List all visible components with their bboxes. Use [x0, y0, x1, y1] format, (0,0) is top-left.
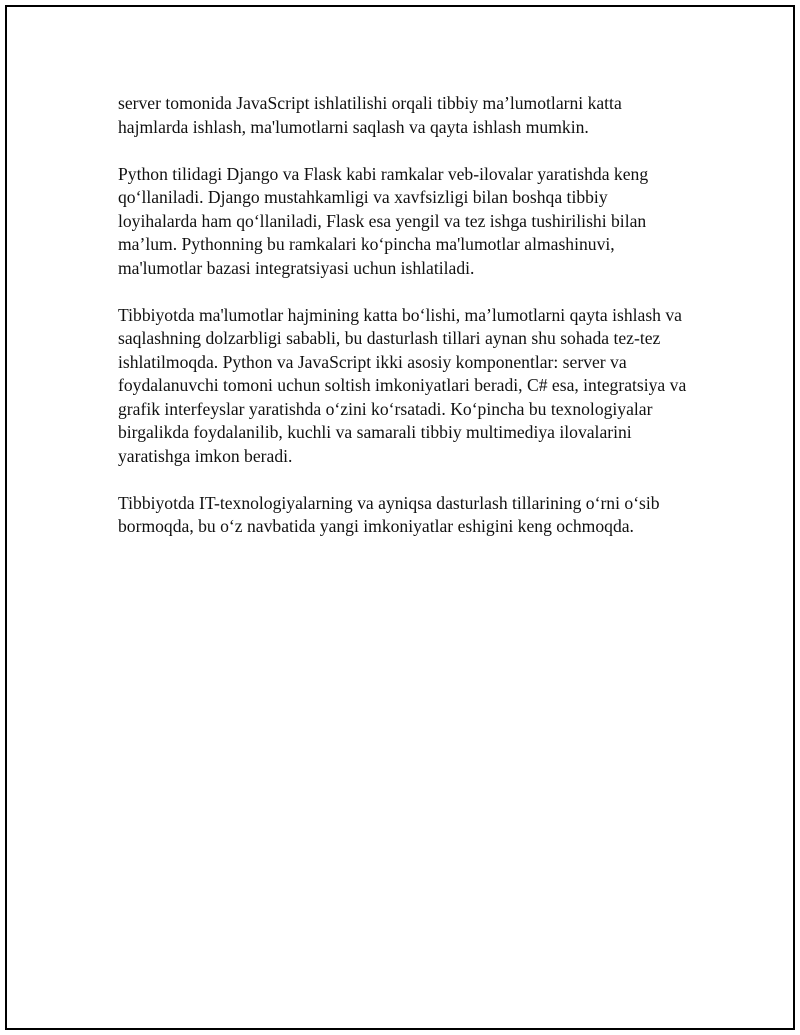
- paragraph: Tibbiyotda IT-texnologiyalarning va ayniqsa dasturlash tillarining o‘rni o‘sib bormoqda, bu o‘z navbatida yangi imkoniyatlar eshigini keng ochmoqda.: [118, 492, 660, 536]
- paragraph: server tomonida JavaScript ishlatilishi orqali tibbiy ma’lumotlarni katta hajmlarda ishlash, ma'lumotlarni saqlash va qayta ishlash mumkin.: [118, 93, 622, 137]
- paragraph: Python tilidagi Django va Flask kabi ramkalar veb-ilovalar yaratishda keng qo‘llaniladi. Django mustahkamligi va xavfsizligi bilan boshqa tibbiy loyihalarda ham qo‘llaniladi, Flask esa yengil va tez ishga tushirilishi bilan ma’lum. Pythonning bu ramkalari ko‘pincha ma'lumotlar almashinuvi, ma'lumotlar bazasi integratsiyasi uchun ishlatiladi.: [118, 163, 649, 278]
- document-body: [118, 92, 688, 562]
- paragraph: Tibbiyotda ma'lumotlar hajmining katta bo‘lishi, ma’lumotlarni qayta ishlash va saqlashning dolzarbligi sababli, bu dasturlash tillari aynan shu sohada tez-tez ishlatilmoqda. Python va JavaScript ikki asosiy komponentlar: server va foydalanuvchi tomoni uchun soltish imkoniyatlari beradi, C# esa, integratsiya va grafik interfeyslar yaratishda o‘zini ko‘rsatadi. Ko‘pincha bu texnologiyalar birgalikda foydalanilib, kuchli va samarali tibbiy multimediya ilovalarini yaratishga imkon beradi.: [118, 304, 687, 466]
